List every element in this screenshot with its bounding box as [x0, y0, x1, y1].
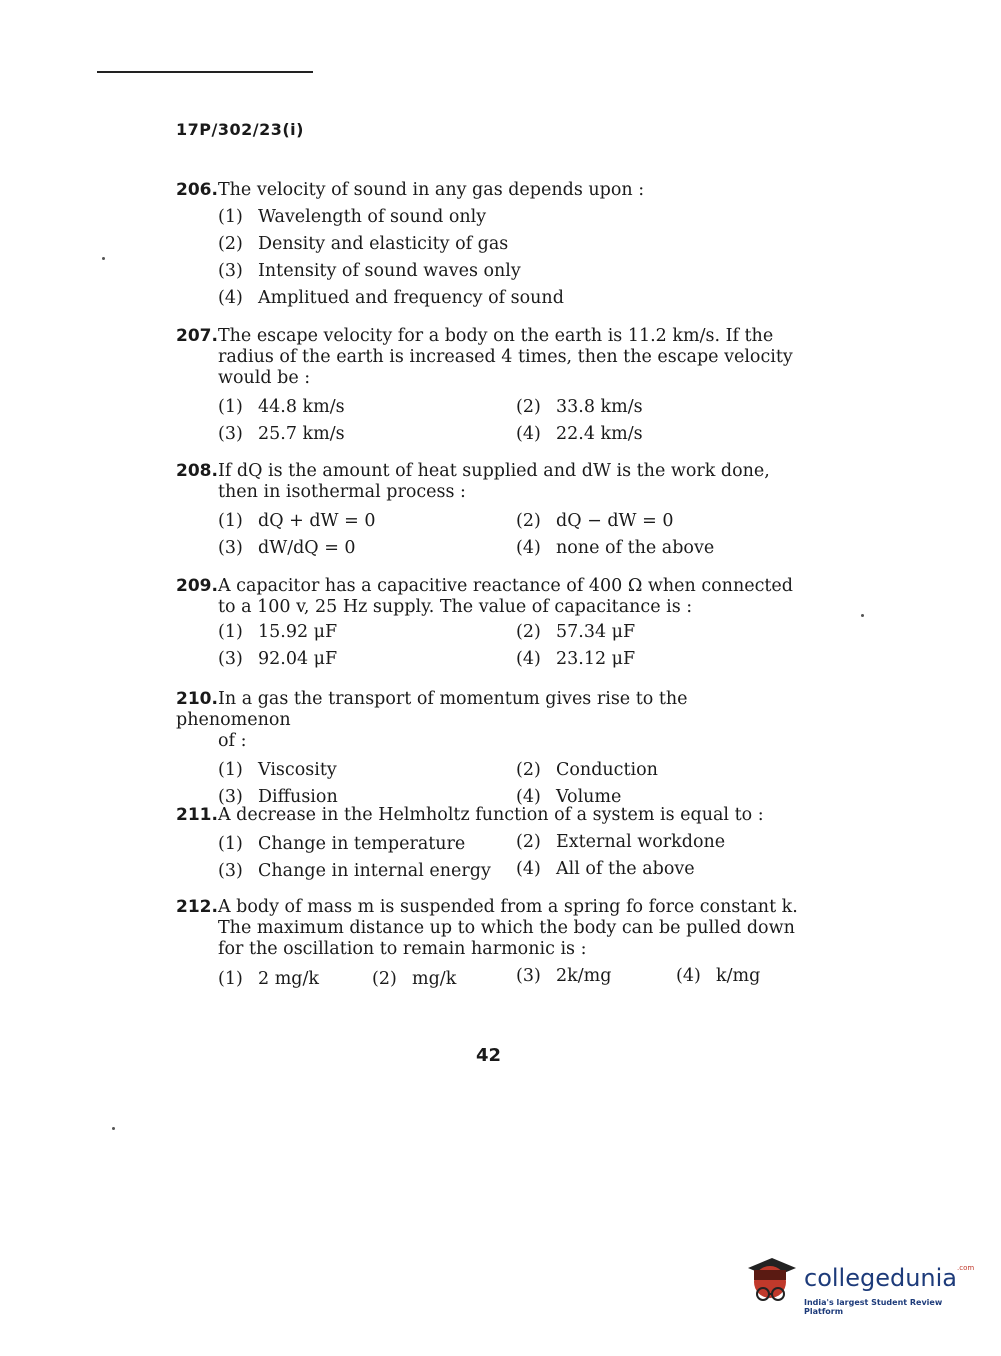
option-4[interactable] [516, 424, 643, 445]
option-text: Volume [556, 787, 622, 807]
question-number: 210. [176, 689, 218, 709]
option-number: (3) [218, 649, 243, 669]
stem-line: then in isothermal process : [218, 482, 466, 502]
option-text: k/mg [716, 966, 761, 986]
option-text: 2k/mg [556, 966, 612, 986]
option-text: 25.7 km/s [258, 424, 345, 444]
option-text: 92.04 μF [258, 649, 338, 669]
option-4[interactable] [218, 288, 564, 309]
question-stem [176, 805, 806, 826]
option-4[interactable] [516, 859, 695, 880]
stem-line: radius of the earth is increased 4 times, then the escape velocity [218, 347, 793, 367]
option-text: Density and elasticity of gas [258, 234, 509, 254]
option-text: 44.8 km/s [258, 397, 345, 417]
options [176, 752, 806, 812]
options [176, 389, 806, 449]
paper-code: 17P/302/23(i) [176, 120, 304, 139]
option-number: (2) [516, 511, 541, 531]
option-text: Intensity of sound waves only [258, 261, 521, 281]
question-stem [176, 461, 806, 503]
stem-line: for the oscillation to remain harmonic is : [218, 939, 587, 959]
question-208 [176, 461, 806, 563]
scan-speck [112, 1127, 115, 1130]
stem-line: If dQ is the amount of heat supplied and dW is the work done, [217, 461, 770, 481]
collegedunia-logo[interactable] [742, 1250, 975, 1320]
question-stem [176, 897, 806, 960]
stem-line: The velocity of sound in any gas depends upon : [217, 180, 645, 200]
option-text: 15.92 μF [258, 622, 338, 642]
question-stem [176, 180, 806, 201]
option-number: (2) [516, 622, 541, 642]
mascot-icon [742, 1250, 802, 1320]
option-number: (2) [516, 397, 541, 417]
question-stem [176, 689, 806, 752]
option-number: (2) [516, 832, 541, 852]
option-text: Amplitued and frequency of sound [258, 288, 564, 308]
option-text: 22.4 km/s [556, 424, 643, 444]
option-1[interactable] [218, 397, 345, 418]
option-text: Change in temperature [258, 834, 466, 854]
question-number: 209. [176, 576, 218, 596]
option-3[interactable] [218, 261, 521, 282]
option-text: 2 mg/k [258, 969, 319, 989]
question-number: 211. [176, 805, 218, 825]
option-3[interactable] [218, 538, 356, 559]
page-number: 42 [476, 1045, 502, 1066]
question-number: 207. [176, 326, 218, 346]
stem-line: The escape velocity for a body on the earth is 11.2 km/s. If the [217, 326, 774, 346]
option-number: (4) [516, 649, 541, 669]
stem-line: to a 100 v, 25 Hz supply. The value of capacitance is : [218, 597, 693, 617]
option-text: 23.12 μF [556, 649, 636, 669]
option-text: Change in internal energy [258, 861, 491, 881]
option-4[interactable] [676, 966, 760, 987]
logo-suffix: .com [957, 1264, 975, 1272]
option-text: 33.8 km/s [556, 397, 643, 417]
option-text: dW/dQ = 0 [258, 538, 356, 558]
option-number: (4) [516, 538, 541, 558]
option-1[interactable] [218, 760, 337, 781]
option-2[interactable] [516, 760, 658, 781]
option-number: (3) [218, 861, 243, 881]
options [176, 618, 806, 678]
option-text: 57.34 μF [556, 622, 636, 642]
option-number: (1) [218, 207, 243, 227]
option-text: mg/k [412, 969, 457, 989]
option-2[interactable] [372, 969, 456, 990]
option-number: (3) [218, 424, 243, 444]
option-number: (3) [218, 538, 243, 558]
option-number: (1) [218, 397, 243, 417]
option-number: (3) [218, 787, 243, 807]
option-text: none of the above [556, 538, 715, 558]
options [176, 960, 806, 994]
option-1[interactable] [218, 969, 319, 990]
question-209 [176, 576, 806, 678]
option-number: (1) [218, 622, 243, 642]
stem-line: A decrease in the Helmholtz function of a system is equal to : [217, 805, 764, 825]
option-2[interactable] [218, 234, 508, 255]
logo-tagline: India's largest Student Review Platform [804, 1298, 943, 1316]
logo-wordmark: collegedunia$^{.com}$ [804, 1264, 975, 1292]
top-rule [97, 71, 313, 73]
options [176, 503, 806, 563]
scan-speck [102, 257, 105, 260]
option-text: dQ + dW = 0 [258, 511, 376, 531]
option-3[interactable] [516, 966, 611, 987]
option-number: (2) [218, 234, 243, 254]
option-text: dQ − dW = 0 [556, 511, 674, 531]
question-number: 208. [176, 461, 218, 481]
option-3[interactable] [218, 649, 337, 670]
option-2[interactable] [516, 622, 635, 643]
option-number: (4) [218, 288, 243, 308]
option-number: (2) [372, 969, 397, 989]
question-207 [176, 326, 806, 449]
option-number: (4) [676, 966, 701, 986]
option-1[interactable] [218, 622, 337, 643]
option-3[interactable] [218, 424, 345, 445]
option-text: Conduction [556, 760, 658, 780]
question-number: 212. [176, 897, 218, 917]
option-2[interactable] [516, 511, 673, 532]
stem-line: would be : [218, 368, 311, 388]
option-number: (3) [516, 966, 541, 986]
question-stem [176, 576, 806, 618]
stem-line: of : [218, 731, 247, 751]
option-text: Wavelength of sound only [258, 207, 487, 227]
option-number: (1) [218, 511, 243, 531]
option-number: (4) [516, 787, 541, 807]
question-number: 206. [176, 180, 218, 200]
option-number: (1) [218, 760, 243, 780]
option-2[interactable] [516, 832, 725, 853]
question-stem [176, 326, 806, 389]
option-1[interactable] [218, 511, 375, 532]
option-1[interactable] [218, 834, 465, 855]
question-212 [176, 897, 806, 994]
options [176, 201, 806, 313]
option-3[interactable] [218, 861, 491, 882]
stem-line: A capacitor has a capacitive reactance of 400 Ω when connected [217, 576, 793, 596]
option-number: (4) [516, 424, 541, 444]
option-4[interactable] [516, 649, 635, 670]
option-number: (1) [218, 969, 243, 989]
question-211 [176, 805, 806, 886]
question-210 [176, 689, 806, 812]
option-1[interactable] [218, 207, 486, 228]
option-4[interactable] [516, 538, 714, 559]
option-text: External workdone [556, 832, 726, 852]
option-number: (2) [516, 760, 541, 780]
scan-speck [861, 614, 864, 617]
option-number: (4) [516, 859, 541, 879]
option-2[interactable] [516, 397, 643, 418]
stem-line: A body of mass m is suspended from a spring fo force constant k. [217, 897, 798, 917]
option-text: All of the above [556, 859, 695, 879]
option-number: (1) [218, 834, 243, 854]
options [176, 826, 806, 886]
option-text: Viscosity [258, 760, 337, 780]
option-number: (3) [218, 261, 243, 281]
question-206 [176, 180, 806, 313]
option-text: Diffusion [258, 787, 338, 807]
stem-line: The maximum distance up to which the body can be pulled down [218, 918, 795, 938]
stem-line: In a gas the transport of momentum gives rise to the phenomenon [176, 689, 688, 730]
